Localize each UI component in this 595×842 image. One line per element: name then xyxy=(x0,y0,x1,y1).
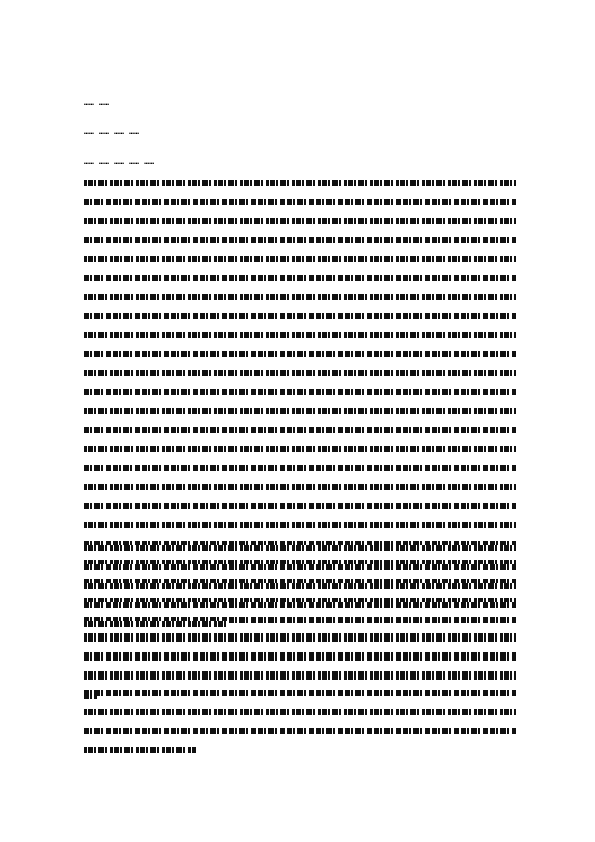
body-paragraph-2 xyxy=(84,545,516,640)
text-line xyxy=(84,564,516,570)
text-line xyxy=(84,671,516,677)
text-line xyxy=(84,652,516,658)
text-line xyxy=(84,370,516,376)
text-line xyxy=(84,427,516,433)
text-line xyxy=(84,256,516,262)
text-line xyxy=(84,522,516,528)
text-line xyxy=(84,503,516,509)
text-line xyxy=(84,709,516,715)
text-line xyxy=(84,332,516,338)
text-line xyxy=(84,389,516,395)
text-line xyxy=(84,583,516,589)
text-line xyxy=(84,690,516,696)
text-line xyxy=(84,446,516,452)
text-line xyxy=(84,728,516,734)
document-heading: …… …… xyxy=(84,98,110,107)
text-line xyxy=(84,484,516,490)
text-line xyxy=(84,545,516,551)
text-line xyxy=(84,199,516,205)
text-line xyxy=(84,602,516,608)
text-line xyxy=(84,465,516,471)
body-paragraph-3 xyxy=(84,633,516,766)
section-title: …… …… …… …… …… xyxy=(84,157,155,166)
text-line xyxy=(84,747,196,753)
text-line xyxy=(84,313,516,319)
text-line xyxy=(84,180,516,186)
text-line xyxy=(84,237,516,243)
text-line xyxy=(84,621,227,627)
text-line xyxy=(84,351,516,357)
text-line xyxy=(84,275,516,281)
text-line xyxy=(84,294,516,300)
document-subheading: …… …… …… …… xyxy=(84,127,140,136)
text-line xyxy=(84,633,516,639)
text-line xyxy=(84,218,516,224)
text-line xyxy=(84,408,516,414)
